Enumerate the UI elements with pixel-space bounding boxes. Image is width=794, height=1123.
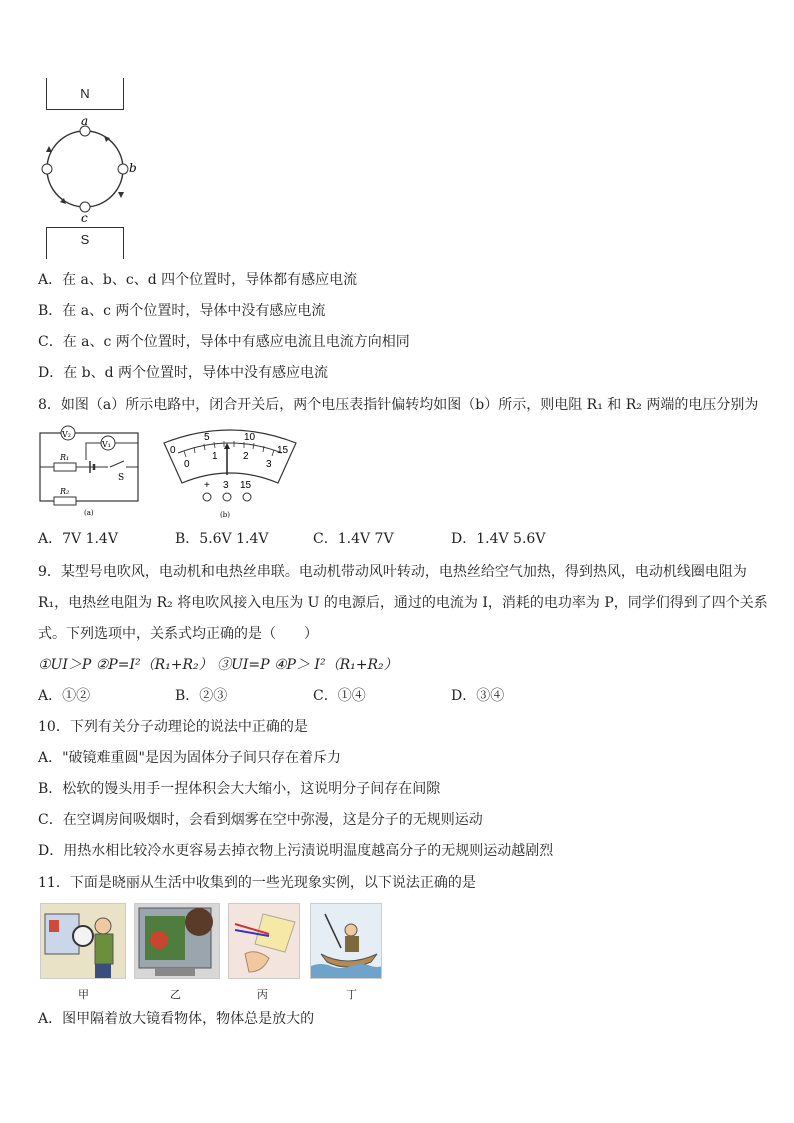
q10-option-b: B．松软的馒头用手一捏体积会大大缩小，这说明分子间存在间隙 bbox=[38, 781, 441, 797]
conductor-loop-diagram bbox=[38, 112, 138, 227]
magnifier-person-illustration bbox=[41, 904, 126, 979]
r1-label: R₁ bbox=[60, 453, 70, 462]
q8-option-d: D．1.4V 5.6V bbox=[451, 531, 546, 547]
q10-option-c: C．在空调房间吸烟时，会看到烟雾在空中弥漫，这是分子的无规则运动 bbox=[38, 812, 483, 828]
loop-path bbox=[47, 131, 123, 207]
image-ding bbox=[310, 903, 382, 979]
q8-option-b: B．5.6V 1.4V bbox=[175, 531, 269, 547]
q8-voltmeter-dial bbox=[160, 425, 300, 520]
tv-screen-illustration bbox=[135, 904, 220, 979]
q8-option-c: C．1.4V 7V bbox=[313, 531, 394, 547]
caption-bing: 丙 bbox=[257, 989, 268, 1001]
conductor-b bbox=[118, 164, 128, 174]
terminal-3-icon bbox=[223, 493, 231, 501]
v2-label: V₂ bbox=[62, 430, 71, 439]
resistor-r2 bbox=[54, 497, 76, 505]
q8-option-a: A．7V 1.4V bbox=[38, 531, 118, 547]
label-c: c bbox=[81, 211, 88, 225]
r2-label: R₂ bbox=[60, 487, 70, 496]
terminal-15-icon bbox=[243, 493, 251, 501]
q7-option-d: D．在 b、d 两个位置时，导体中没有感应电流 bbox=[38, 365, 329, 381]
arrow-da-icon bbox=[46, 146, 52, 152]
q7-option-b: B．在 a、c 两个位置时，导体中没有感应电流 bbox=[38, 303, 326, 319]
conductor-d bbox=[42, 164, 52, 174]
image-jia bbox=[40, 903, 126, 979]
q10-option-a: A．"破镜难重圆"是因为固体分子间只存在着斥力 bbox=[38, 750, 341, 766]
image-yi bbox=[134, 903, 220, 979]
q7-option-a: A．在 a、b、c、d 四个位置时，导体都有感应电流 bbox=[38, 272, 358, 288]
q9-stem-line2: R₁，电热丝电阻为 R₂ 将电吹风接入电压为 U 的电源后，通过的电流为 I，消耗的电功率为 P，同学们得到了四个关系 bbox=[38, 595, 768, 611]
top-tick-10: 10 bbox=[244, 432, 256, 443]
bottom-tick-3: 3 bbox=[266, 459, 272, 470]
bottom-tick-0: 0 bbox=[184, 459, 190, 470]
resistor-r1 bbox=[54, 463, 76, 471]
q8-stem: 8．如图（a）所示电路中，闭合开关后，两个电压表指针偏转均如图（b）所示，则电阻 R₁ 和 R₂ 两端的电压分别为 bbox=[38, 397, 759, 413]
q9-stem-line3: 式。下列选项中，关系式均正确的是（ ） bbox=[38, 626, 318, 642]
terminal-plus-label: + bbox=[204, 480, 210, 491]
label-b: b bbox=[129, 161, 137, 175]
image-bing bbox=[228, 903, 300, 979]
magnet-south-label: S bbox=[80, 232, 90, 247]
s-label: S bbox=[118, 473, 125, 483]
terminal-15-label: 15 bbox=[240, 480, 252, 491]
q9-option-a: A．①② bbox=[38, 688, 91, 704]
top-tick-15: 15 bbox=[277, 445, 289, 456]
caption-ding: 丁 bbox=[346, 989, 357, 1001]
fig-b-caption: (b) bbox=[220, 511, 230, 519]
q10-stem: 10．下列有关分子动理论的说法中正确的是 bbox=[38, 719, 308, 735]
q11-stem: 11．下面是晓丽从生活中收集到的一些光现象实例，以下说法正确的是 bbox=[38, 875, 476, 891]
label-a: a bbox=[81, 114, 89, 128]
bottom-tick-1: 1 bbox=[212, 451, 218, 462]
magnet-south bbox=[46, 227, 124, 259]
q7-option-c: C．在 a、c 两个位置时，导体中有感应电流且电流方向相同 bbox=[38, 334, 410, 350]
v1-label: V₁ bbox=[102, 440, 111, 449]
q9-formulas: ①UI＞P ②P=I²（R₁+R₂） ③UI=P ④P＞ I²（R₁+R₂） bbox=[38, 657, 398, 673]
q9-option-d: D．③④ bbox=[451, 688, 505, 704]
q9-stem-line1: 9．某型号电吹风，电动机和电热丝串联。电动机带动风叶转动，电热丝给空气加热，得到热风，电动机线圈电阻为 bbox=[38, 564, 747, 580]
bottom-tick-2: 2 bbox=[243, 451, 249, 462]
q9-option-c: C．①④ bbox=[313, 688, 366, 704]
q10-option-d: D．用热水相比较冷水更容易去掉衣物上污渍说明温度越高分子的无规则运动越剧烈 bbox=[38, 843, 554, 859]
arrow-bc-icon bbox=[118, 192, 124, 198]
terminal-plus-icon bbox=[203, 493, 211, 501]
terminal-3-label: 3 bbox=[223, 480, 229, 491]
fishing-boat-illustration bbox=[311, 904, 382, 979]
magnet-north bbox=[46, 78, 124, 110]
dial-face bbox=[164, 430, 296, 483]
magnet-north-label: N bbox=[80, 86, 90, 101]
light-on-paper-illustration bbox=[229, 904, 300, 979]
fig-a-caption: (a) bbox=[84, 509, 94, 517]
caption-yi: 乙 bbox=[170, 989, 181, 1001]
q9-option-b: B．②③ bbox=[175, 688, 228, 704]
top-tick-0: 0 bbox=[170, 445, 176, 456]
q11-option-a: A．图甲隔着放大镜看物体，物体总是放大的 bbox=[38, 1011, 315, 1027]
q8-circuit-diagram bbox=[38, 425, 148, 517]
top-tick-5: 5 bbox=[204, 432, 210, 443]
caption-jia: 甲 bbox=[78, 989, 89, 1001]
